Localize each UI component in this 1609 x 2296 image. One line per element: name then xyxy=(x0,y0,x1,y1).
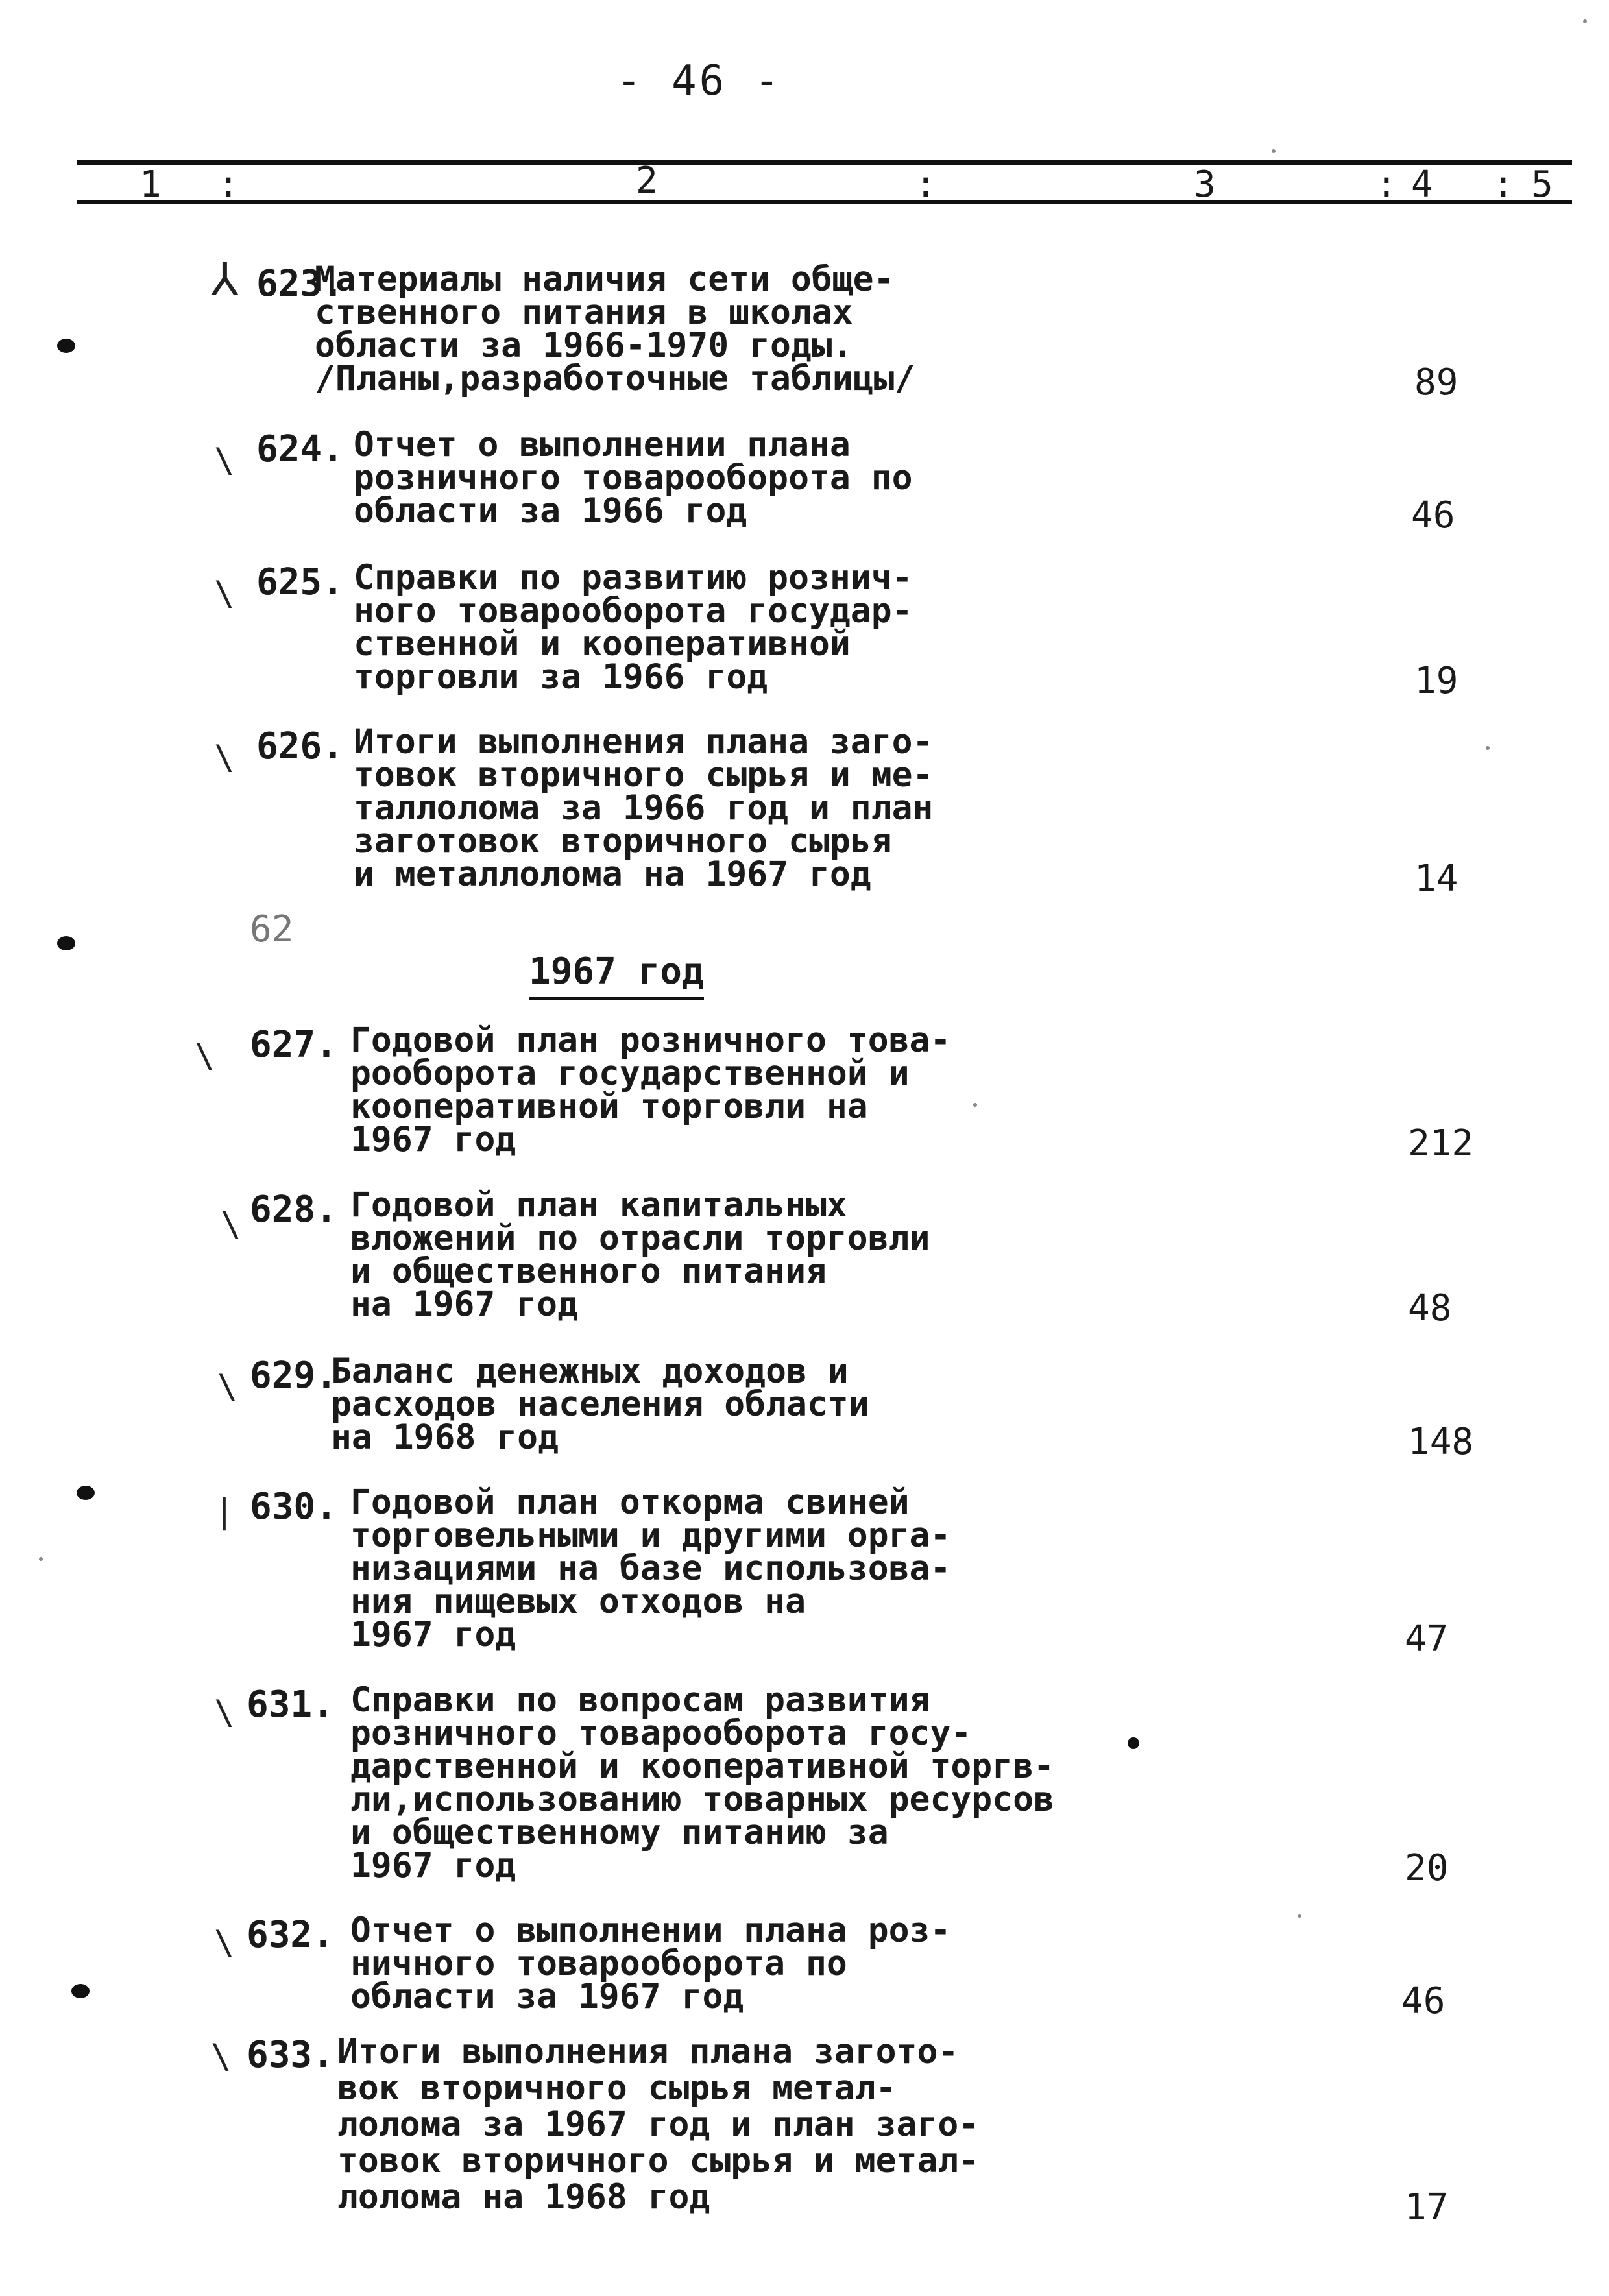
check-mark: \ xyxy=(214,738,235,777)
entry-sheet-count: 14 xyxy=(1414,858,1458,900)
entry-number: 631. xyxy=(247,1684,334,1726)
entry-description: Годовой план розничного това- рооборота государственной и кооперативной торговли на 1967 год xyxy=(350,1021,951,1159)
column-header-2: 2 xyxy=(636,160,658,202)
entry-description: Справки по вопросам развития розничного товарооборота госу- дарственной и кооперативной торгв- ли,использованию товарных ресурсов и общественному питанию за 1967 год xyxy=(350,1680,1054,1885)
entry-description: Итоги выполнения плана заго- товок вторичного сырья и ме- таллолома за 1966 год и план заготовок вторичного сырья и металлолома на 1967 год xyxy=(354,722,934,894)
speck xyxy=(39,1557,43,1561)
entry-number: 630. xyxy=(250,1486,337,1528)
year-heading: 1967 год xyxy=(529,950,704,1000)
entry-description: Годовой план капитальных вложений по отрасли торговли и общественного питания на 1967 год xyxy=(350,1185,930,1324)
column-header-4: 4 xyxy=(1411,163,1433,206)
check-mark: \ xyxy=(217,1368,238,1407)
check-mark: \ xyxy=(214,1693,235,1732)
check-mark: \ xyxy=(211,2037,232,2076)
entry-number: 629. xyxy=(250,1355,337,1397)
check-mark: | xyxy=(214,1492,235,1531)
check-mark: \ xyxy=(195,1037,215,1076)
check-mark: \ xyxy=(214,441,235,480)
header-rule-bottom xyxy=(77,200,1572,204)
entry-sheet-count: 48 xyxy=(1408,1287,1452,1329)
entry-number: 628. xyxy=(250,1189,337,1231)
entry-sheet-count: 17 xyxy=(1405,2186,1449,2229)
entry-description: Отчет о выполнении плана розничного товарооборота по области за 1966 год xyxy=(354,425,913,531)
check-mark: ⅄ xyxy=(211,253,239,306)
entry-description: Итоги выполнения плана загото- вок вторичного сырья метал- лолома за 1967 год и план заго- товок вторичного сырья и метал- лолома на 1968 год xyxy=(337,2032,980,2217)
column-header-3: 3 xyxy=(1194,163,1216,206)
check-mark: \ xyxy=(221,1205,241,1244)
entry-number: 627. xyxy=(250,1024,337,1066)
speck xyxy=(1298,1914,1301,1918)
entry-number: 626. xyxy=(256,725,344,767)
entry-sheet-count: 47 xyxy=(1405,1618,1449,1660)
ink-blot xyxy=(77,1486,95,1500)
entry-sheet-count: 148 xyxy=(1408,1421,1474,1463)
entry-number: 633. xyxy=(247,2034,334,2076)
entry-sheet-count: 89 xyxy=(1414,361,1458,404)
speck xyxy=(1486,746,1490,750)
entry-number: 623. xyxy=(256,263,344,305)
entry-sheet-count: 19 xyxy=(1414,660,1458,702)
speck xyxy=(1272,149,1276,153)
entry-number: 624. xyxy=(256,428,344,470)
entry-number: 625. xyxy=(256,561,344,603)
entry-description: Баланс денежных доходов и расходов населения области на 1968 год xyxy=(331,1351,869,1457)
ink-blot xyxy=(57,339,75,353)
speck xyxy=(973,1103,977,1107)
page-number: - 46 - xyxy=(616,57,782,105)
column-separator: : xyxy=(915,163,937,206)
entry-sheet-count: 212 xyxy=(1408,1122,1474,1165)
column-separator: : xyxy=(217,163,239,206)
entry-number: 632. xyxy=(247,1914,334,1956)
ink-blot xyxy=(71,1984,90,1998)
entry-description: Справки по развитию рознич- ного товарооборота государ- ственной и кооперативной торговли за 1966 год xyxy=(354,558,913,697)
column-header-1: 1 xyxy=(139,163,162,206)
entry-sheet-count: 46 xyxy=(1411,494,1455,537)
entry-sheet-count: 46 xyxy=(1401,1980,1446,2022)
column-header-5: 5 xyxy=(1531,163,1553,206)
ink-blot xyxy=(57,936,75,950)
header-rule-top xyxy=(77,160,1572,165)
speck xyxy=(1583,19,1587,23)
entry-description: Годовой план откорма свиней торговельными и другими орга- низациями на базе использова- ния пищевых отходов на 1967 год xyxy=(350,1482,951,1654)
entry-sheet-count: 20 xyxy=(1405,1847,1449,1889)
ink-blot xyxy=(1128,1737,1139,1749)
column-separator: : xyxy=(1375,163,1397,206)
check-mark: \ xyxy=(214,1924,235,1963)
column-separator: : xyxy=(1492,163,1514,206)
entry-description: Материалы наличия сети обще- ственного питания в школах области за 1966-1970 годы. /Планы,разработочные таблицы/ xyxy=(315,260,915,398)
check-mark: \ xyxy=(214,574,235,613)
entry-description: Отчет о выполнении плана роз- ничного товарооборота по области за 1967 год xyxy=(350,1911,951,2016)
stray-number-mark: 62 xyxy=(250,908,294,950)
